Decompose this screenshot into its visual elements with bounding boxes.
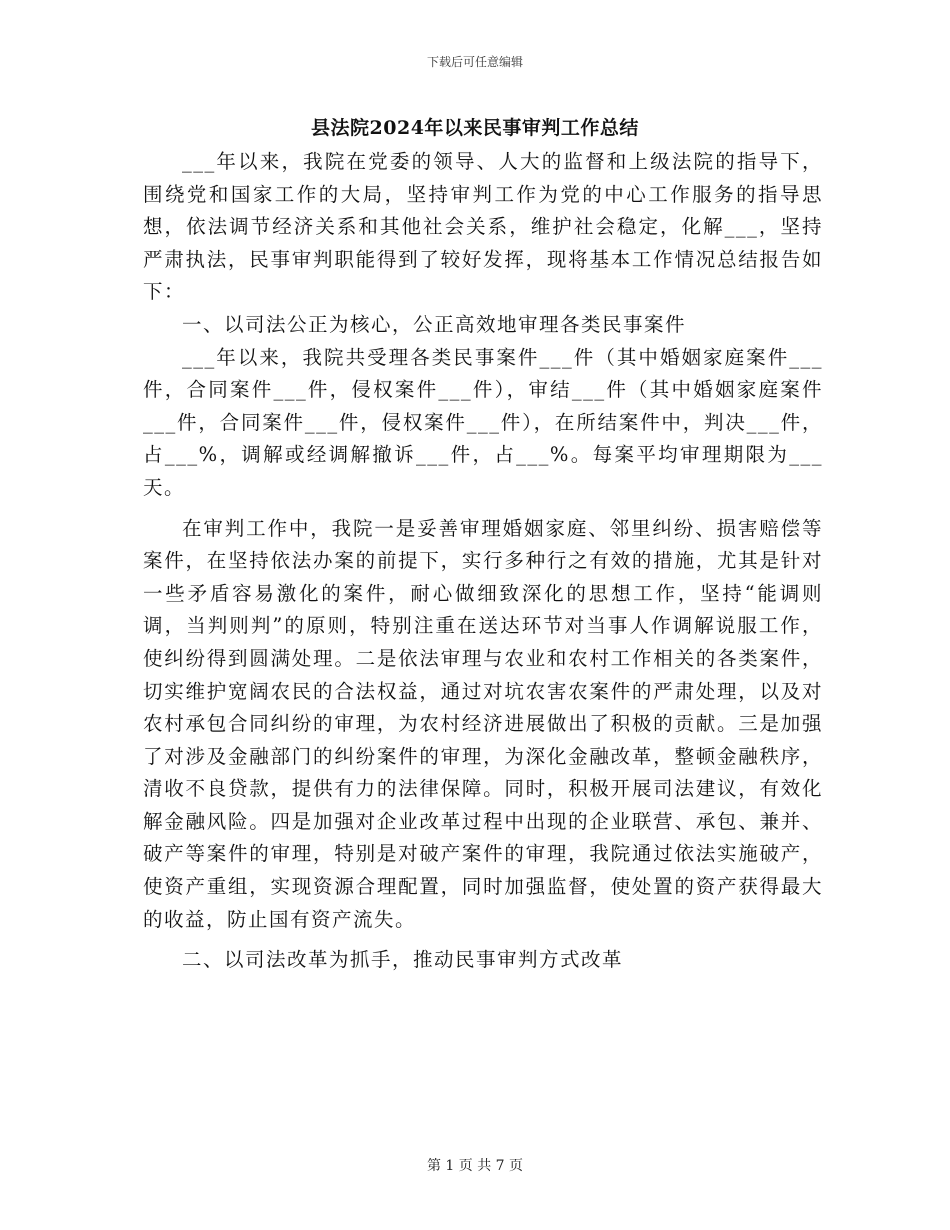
page-number: 第 1 页 共 7 页	[426, 1158, 524, 1174]
work-details-paragraph: 在审判工作中，我院一是妥善审理婚姻家庭、邻里纠纷、损害赔偿等案件，在坚持依法办案的前提下，实行多种行之有效的措施，尤其是针对一些矛盾容易激化的案件，耐心做细致深化的思想工作，坚持“能调则调，当判则判”的原则，特别注重在送达环节对当事人作调解说服工作，使纠纷得到圆满处理。二是依法审理与农业和农村工作相关的各类案件，切实维护宽阔农民的合法权益，通过对坑农害农案件的严肃处理，以及对农村承包合同纠纷的审理，为农村经济进展做出了积极的贡献。三是加强了对涉及金融部门的纠纷案件的审理，为深化金融改革，整顿金融秩序，清收不良贷款，提供有力的法律保障。同时，积极开展司法建议，有效化解金融风险。四是加强对企业改革过程中出现的企业联营、承包、兼并、破产等案件的审理，特别是对破产案件的审理，我院通过依法实施破产，使资产重组，实现资源合理配置，同时加强监督，使处置的资产获得最大的收益，防止国有资产流失。	[143, 516, 823, 931]
statistics-paragraph: ___年以来，我院共受理各类民事案件___件（其中婚姻家庭案件___件，合同案件___件，侵权案件___件），审结___件（其中婚姻家庭案件___件，合同案件___件，侵权案件___件），在所结案件中，判决___件，占___%，调解或经调解撤诉___件，占___%。每案平均审理期限为___天。	[143, 345, 823, 499]
intro-paragraph: ___年以来，我院在党委的领导、人大的监督和上级法院的指导下，围绕党和国家工作的大局，坚持审判工作为党的中心工作服务的指导思想，依法调节经济关系和其他社会关系，维护社会稳定，化解___，坚持严肃执法，民事审判职能得到了较好发挥，现将基本工作情况总结报告如下：	[143, 150, 823, 304]
document-title: 县法院2024年以来民事审判工作总结	[311, 117, 639, 139]
section-heading-1: 一、以司法公正为核心，公正高效地审理各类民事案件	[182, 312, 687, 336]
section-heading-2: 二、以司法改革为抓手，推动民事审判方式改革	[182, 948, 624, 972]
document-body	[143, 146, 823, 977]
download-note: 下载后可任意编辑	[426, 55, 523, 69]
